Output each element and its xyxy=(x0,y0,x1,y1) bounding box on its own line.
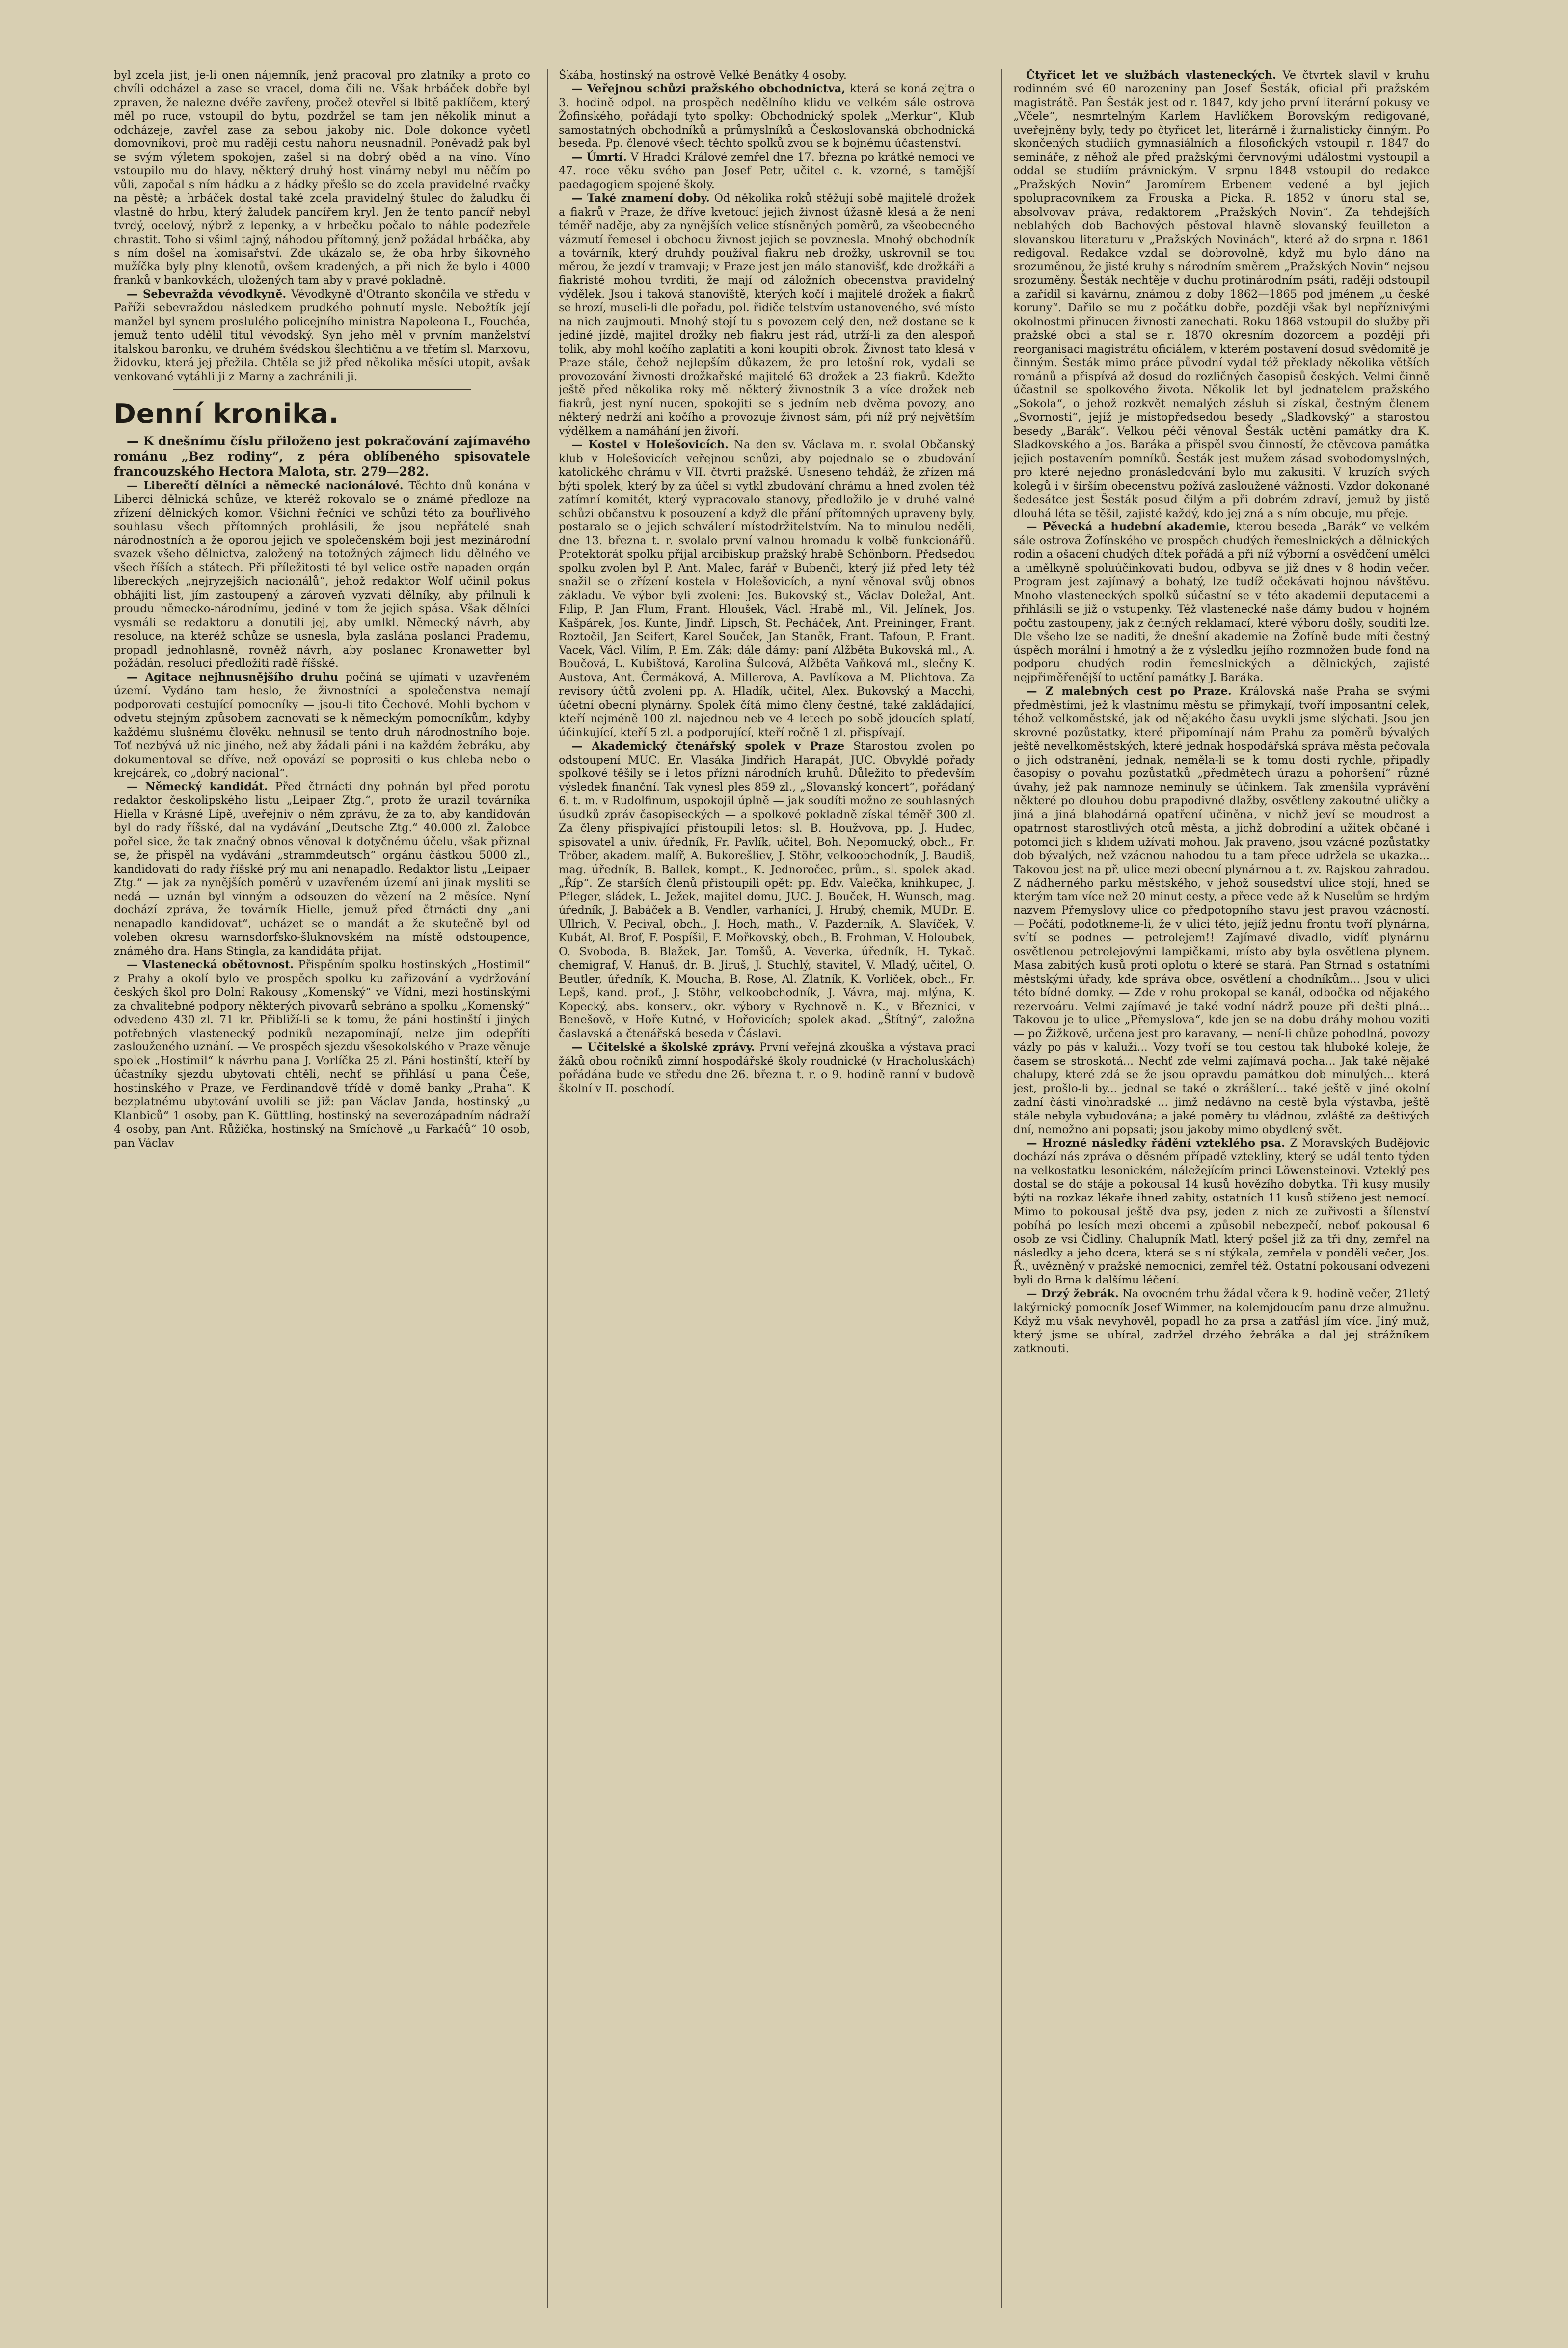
column-3 xyxy=(1013,69,1430,2308)
article-body: Starostou zvolen po odstoupení MUC. Er. Vlasáka Jindřich Harapát, JUC. Obvyklé pořady spolkové těšily se i letos přízni národních kruhů. Důležito to především výsledek finanční. Tak vynesl ples 859 zl., „Slovanský koncert“, pořádaný 6. t. m. v Rudolfinum, uspokojil úplně — jak soudíti možno ze souhlasných úsudků zpráv časopiseckých — a spolkové pokladně získal téměř 300 zl. Za členy přispívající přistoupili letos: sl. B. Houžvova, pp. J. Hudec, spisovatel a univ. úředník, Fr. Pavlík, učitel, Boh. Nepomucký, obch., Fr. Tröber, akadem. malíř, A. Bukorešliev, J. Stöhr, velkoobchodník, J. Baudiš, mag. úředník, B. Ballek, kompt., K. Jednoročec, prům., sl. spolek akad. „Říp“. Ze starších členů přistoupili opět: pp. Edv. Valečka, knihkupec, J. Pfleger, sládek, L. Ježek, majitel domu, JUC. J. Bouček, H. Wunsch, mag. úředník, J. Babáček a B. Vendler, varhaníci, J. Hrubý, chemik, MUDr. E. Ullrich, V. Pecival, obch., J. Hoch, math., V. Pazderník, A. Slavíček, V. Kubát, Al. Brof, F. Pospíšil, F. Mořkovský, obch., B. Frohman, V. Holoubek, O. Svoboda, B. Blažek, Jar. Tomšů, A. Veverka, úředník, H. Tykač, chemigraf, V. Hanuš, dr. B. Jiruš, J. Stuchlý, stavitel, V. Mladý, učitel, O. Beutler, úředník, K. Moucha, B. Rose, Al. Zlatník, K. Vorlíček, obch., Fr. Lepš, kand. prof., J. Stöhr, velkoobchodník, J. Vávra, maj. mlýna, K. Kopecký, abs. konserv., okr. výbory v Rychnově n. K., v Březnici, v Benešově, v Hoře Kutné, v Hořovicích; spolek akad. „Štítný“, založna časlavská a čtenářská beseda v Čáslavi. xyxy=(559,739,975,1040)
column-rule xyxy=(1001,69,1002,2308)
article-holesovice-church xyxy=(559,438,975,740)
article-body: Na den sv. Václava m. r. svolal Občanský klub v Holešovicích veřejnou schůzi, aby pojednalo se o zbudování katolického chrámu v VII. čtvrti pražské. Usneseno tehdáž, že zřízen má býti spolek, který by za účel si vytkl zbudování chrámu a hned zvolen též zatímní komitét, který vypracovalo stanovy, předložilo je v druhé valné schůzi občanstvu k posouzení a když dle přání přítomných upraveny byly, postaralo se o jejich schválení místodržitelstvím. Na to minulou neděli, dne 13. března t. r. svolalo první valnou hromadu k volbě funkcionářů. Protektorát spolku přijal arcibiskup pražský hrabě Schönborn. Předsedou spolku zvolen byl P. Ant. Malec, farář v Bubenči, který již před lety též snažil se o zřízení kostela v Holešovicích, a nyní věnoval svůj obnos základu. Ve výbor byli zvoleni: Jos. Bukovský st., Václav Doležal, Ant. Filip, P. Jan Flum, Frant. Hloušek, Václ. Hrabě ml., Vil. Jelínek, Jos. Kašpárek, Jos. Kunte, Jindř. Lipsch, St. Pecháček, Ant. Preininger, Frant. Roztočil, Jan Seifert, Karel Souček, Jan Staněk, Frant. Tafoun, P. Frant. Vacek, Václ. Vilím, P. Em. Zák; dále dámy: paní Alžběta Bukovská ml., A. Boučová, L. Kubištová, Karolina Šulcová, Alžběta Vaňková ml., slečny K. Austova, Ant. Čermáková, A. Millerova, A. Pavlíkova a M. Plichtova. Za revisory účtů zvoleni pp. A. Hladík, učitel, Alex. Bukovský a Macchi, účetní obecní plynárny. Spolek čítá mimo členy čestné, také zakládající, kteří nejméně 100 zl. najednou neb ve 4 letech po sobě jdoucích splatí, účinkující, kteří 5 zl. a podporující, kteří ročně 1 zl. přispívají. xyxy=(559,438,975,739)
article-patriotic-sacrifice xyxy=(114,958,530,1150)
article-liberec-workers xyxy=(114,479,530,671)
column-1 xyxy=(114,69,530,2308)
article-sign-of-times xyxy=(559,192,975,438)
page-body xyxy=(114,69,1430,2327)
article-rabid-dog xyxy=(1013,1137,1430,1287)
article-headline: — Liberečtí dělníci a německé nacionálové. xyxy=(127,479,404,492)
continued-article: byl zcela jist, je-li onen nájemník, jenž pracoval pro zlatníky a proto co chvíli odcházel a zase se vracel, doma čili ne. Však hrbáček dobře byl zpraven, že nalezne dvéře zavřeny, pročež otevřel si lbitě paklíčem, který měl po ruce, vstoupil do bytu, pozdržel se tam jen několik minut a odcházeje, zavřel zase za sebou jakoby nic. Dole dokonce vyčetl domovníkovi, proč mu raději cestu nahoru neusnadnil. Poněvadž pak byl se svým výletem spokojen, zašel si na dobrý oběd a na víno. Víno vstoupilo mu do hlavy, některý druhý host vinárny nebyl mu něčím po vůli, započal s ním hádku a z hádky přešlo se do zcela pravidelné rvačky na pěstě; a hrbáček dostal také zcela pravidelný štulec do žaludku či vlastně do hrbu, který žaludek pancířem kryl. Jen že tento pancíř nebyl tvrdý, ocelový, nýbrž z lepenky, a v hrbečku počalo to náhle podezřele chrastit. Toho si všiml tajný, náhodou přítomný, jenž požádal hrbáčka, aby s ním došel na komisařství. Zde ukázalo se, že oba hrby šikovného mužíčka byly plny klenotů, ovšem kradených, a při nich že bylo i 4000 franků v bankovkách, uložených tam aby v pravé pokladně. xyxy=(114,69,530,287)
article-academic-reading-club xyxy=(559,740,975,1041)
article-body: Před čtrnácti dny pohnán byl před porotu redaktor českolipského listu „Leipaer Ztg.“, proto že urazil továrníka Hiella v Krásné Lípě, uveřejniv o něm zprávu, že za to, aby kandidován byl do rady říšské, dal na vydávání „Deutsche Ztg.“ 40.000 zl. Žalobce pořel sice, že tak značný obnos věnoval k dotyčnému účelu, však přiznal se, že přispěl na vydávání „strammdeutsch“ orgánu částkou 5000 zl., kandidovati do rady říšské prý mu ani nenapadlo. Redaktor listu „Leipaer Ztg.“ — jak za nynějších poměrů v uzavřeném území ani jinak mysliti se nedá — uznán byl vinným a odsouzen do vězení na 2 měsíce. Nyní dochází zpráva, že továrník Hielle, jemuž před čtrnácti dny „ani nenapadlo kandidovat“, ucházet se o mandát a že skutečně byl od voleben okresu warnsdorfsko-šluknovském na místě odstoupence, známého dra. Hans Stingla, za kandidáta přijat. xyxy=(114,780,530,958)
article-body: kterou beseda „Barák“ ve velkém sále ostrova Žofínského ve prospěch chudých řemeslnických a dělnických rodin a ošacení chudých dítek pořádá a při níž výborní a osvědčení umělci a umělkyně spoluúčinkovati budou, odbyva se již dnes v 8 hodin večer. Program jest zajímavý a bohatý, lze tudíž očekávati hojnou návštěvu. Mnoho vlasteneckých spolků súčastní se v této akademii deputacemi a přihlásili se již o vstupenky. Též vlastenecké naše dámy budou v hojném počtu zastoupeny, jak z četných reklamací, které výboru došly, souditi lze. Dle všeho lze se naditi, že dnešní akademie na Žofíně bude míti čestný úspěch morální i hmotný a že z výsledku jejího rozmnožen bude fond na podporu chudých rodin řemeslnických a dělnických, zajisté nejpřiměřenější to uctění památky J. Baráka. xyxy=(1013,520,1430,684)
article-headline: — Vlastenecká obětovnost. xyxy=(127,958,294,972)
article-headline: — Hrozné následky řádění vzteklého psa. xyxy=(1026,1137,1285,1150)
article-headline: — Agitace nejhnusnějšího druhu xyxy=(127,671,339,684)
article-body: Těchto dnů konána v Liberci dělnická schůze, ve kteréž rokovalo se o známé předloze na zřízení dělnických komor. Všichni řečníci ve schůzi této za bouřlivého souhlasu všech přítomných prohlásili, že jsou nepřátelé snah národnostních a že oporou jejich ve společenském boji jest mezinárodní svazek všeho dělnictva, založený na totožných zájmech lidu dělného ve všech říších a státech. Při příležitosti té byl velice ostře napaden orgán libereckých „nejryzejších nacionálů“, jehož redaktor Wolf učinil pokus obhájiti list, jím zastoupený a zároveň vyzvati dělníky, aby přilnuli k proudu německo-národnímu, jediné v tom že jejich spása. Však dělníci vysmáli se redaktoru a donutili jej, aby umlkl. Německý návrh, aby resoluce, na kteréž schůze se usnesla, byla zaslána poslanci Prademu, propadl jednohlasně, rovněž návrh, aby poslanec Kronawetter byl požádán, resoluci předložiti radě říšské. xyxy=(114,479,530,670)
article-school-news xyxy=(559,1041,975,1096)
article-suicide-duchess xyxy=(114,288,530,383)
article-german-candidate xyxy=(114,780,530,958)
column-2 xyxy=(559,69,975,2308)
article-agitation xyxy=(114,671,530,780)
article-forty-years xyxy=(1013,69,1430,520)
article-headline: Čtyřicet let ve službách vlasteneckých. xyxy=(1026,69,1276,82)
article-body: počíná se ujímati v uzavřeném území. Vydáno tam heslo, že živnostníci a společenstva nemají podporovati cestující pomocníky — jsou-li tito Čechové. Mohli bychom v odvetu stejným způsobem zacnovati se k německým pomocníkům, kdyby každému slušnému člověku nehnusil se tento druh národnostního boje. Toť nezbývá už nic jiného, než aby žádali páni i na každém žebráku, aby dokumentoval se dříve, než opovází se poprositi o kus chleba nebo o krejcárek, co „dobrý nacional“. xyxy=(114,671,530,780)
article-body: Vévodkyně d'Otranto skončila ve středu v Paříži sebevraždou následkem prudkého pohnutí mysle. Nebožtík její manžel byl synem proslulého policejního ministra Napoleona I., Fouchéa, jemuž tento udělil titul vévodský. Syn jeho měl v prvním manželství italskou baronku, ve druhém švédskou šlechtičnu a ve třetím sl. Marxovu, židovku, která jej přežila. Chtěla se již před několika měsíci utopit, avšak venkované vytáhli ji z Marny a zachránili ji. xyxy=(114,288,530,383)
article-headline: — Drzý žebrák. xyxy=(1026,1287,1119,1301)
article-headline: — Akademický čtenářský spolek v Praze xyxy=(571,739,845,753)
article-headline: — Učitelské a školské zprávy. xyxy=(571,1041,755,1054)
article-body: která se koná zejtra o 3. hodině odpol. na prospěch nedělního klidu ve velkém sále ostrova Žofinského, pořádají tyto spolky: Obchodnický spolek „Merkur“, Klub samostatných obchodníků a průmyslníků a Českoslovanská obchodnická beseda. Pp. členové všech těchto spolků zvou se k bojnému účastenství. xyxy=(559,82,975,150)
article-obituary xyxy=(559,151,975,192)
divider xyxy=(173,389,471,390)
article-body: Od několika roků stěžují sobě majitelé drožek a fiakrů v Praze, že dříve kvetoucí jejich živnost úžasně klesá a že není téměř naděje, aby za nynějších velice stísněných poměrů, za všeobecného vázmutí řemesel i obchodu živnost jejich se povznesla. Mnohý obchodník a továrník, který druhdy používal fiakru neb drožky, uskrovnil se tou měrou, že jezdí v tramvaji; v Praze jest jen málo stanovišť, kde drožkáři a fiakristé mohou tvrditi, že mají od záložních obecenstva pravidelný výdělek. Jsou i taková stanoviště, kterých kočí i majitelé drožek a fiakrů se hrozí, museli-li dle pořadu, pol. řidiče telstvím ustanoveného, své místo na nich zaujmouti. Mnohý stojí tu s povozem celý den, než dostane se k jediné jízdě, majitel drožky neb fiakru jest rád, utrží-li za den alespoň tolik, aby mohl kočího zaplatiti a koni koupiti obrok. Živnost tato klesá v Praze stále, čehož nejlepším důkazem, že pro letošní rok, vydali se provozování živnosti drožkařské majitelé 63 drožek a 23 fiakrů. Kdežto ještě před několika roky měl některý živnostník 3 a více drožek neb fiakrů, jest nyní nucen, spokojiti se s jedním neb dvěma povozy, ano některý nedrží ani kočího a provozuje živnost sám, při níž prý největším výdělkem a namáhání jen živoří. xyxy=(559,192,975,438)
article-headline: — Z malebných cest po Praze. xyxy=(1026,685,1232,698)
article-body: V Hradci Králové zemřel dne 17. března po krátké nemoci ve 47. roce věku svého pan Josef Petr, učitel c. k. vzorné, s tamější paedagogiem spojené školy. xyxy=(559,151,975,191)
supplement-notice: — K dnešnímu číslu přiloženo jest pokračování zajímavého románu „Bez rodiny“, z péra oblíbeného spisovatele francouzského Hectora Malota, str. 279—282. xyxy=(114,434,530,479)
article-body: Z Moravských Budějovic dochází nás zpráva o děsném případě vztekliny, který se udál tento týden na velkostatku lesonickém, náležejícím princi Löwensteinovi. Vzteklý pes dostal se do stáje a pokousal 14 kusů hovězího dobytka. Tři kusy musily býti na rozkaz lékaře ihned zabity, ostatních 11 kusů stíženo jest nemocí. Mimo to pokousal ještě dva psy, jeden z nich ze zuřivosti a šílenství pobíhá po lesích mezi obcemi a způsobil nebezpečí, neboť pokousal 6 osob ze vsi Čidliny. Chalupník Matl, který pošel již za tři dny, zemřel na následky a jeho dcera, která se s ní stýkala, zemřela v pondělí večer, Jos. Ř., uvězněný v pražské nemocnici, zemřel též. Ostatní pokousaní odvezeni byli do Brna k dalšímu léčení. xyxy=(1013,1137,1430,1287)
article-insolent-beggar xyxy=(1013,1287,1430,1356)
article-headline: — Sebevražda vévodkyně. xyxy=(127,288,287,301)
article-headline: — Pěvecká a hudební akademie, xyxy=(1026,520,1231,534)
article-body: Ve čtvrtek slavil v kruhu rodinném své 60 narozeniny pan Josef Šesták, oficial při pražském magistrátě. Pan Šesták jest od r. 1847, kdy jeho první literární pokusy ve „Včele“, nesmrtelným Karlem Havlíčkem Borovským redigované, uveřejněny byly, tedy po čtyřicet let, literárně i žurnalisticky činným. Po skončených studiích gymnasiálních a filosofických vstoupil r. 1847 do semináře, z něhož ale před pražskými červnovými událostmi vystoupil a oddal se studiím právnickým. V srpnu 1848 vstoupil do redakce „Pražských Novin“ Jaromírem Erbenem vedené a byl jejich spolupracovníkem za Frouska a Picka. R. 1852 v únoru stal se, absolvovav práva, redaktorem „Pražských Novin“. Za tehdejších neblahých dob Bachových pěstoval hlavně slovanský feuilleton a slovanskou literaturu v „Pražských Novinách“, které až do srpna r. 1861 redigoval. Redakce vzdal se dobrovolně, když mu bylo dáno na srozuměnou, že jisté kruhy s národním směrem „Pražských Novin“ nejsou srozuměny. Šesták nechtěje v duchu protinárodním psáti, raději odstoupil a zařídil si kavárnu, známou z doby 1862—1865 pod jménem „u české koruny“. Dařilo se mu z počátku dobře, později však byl nepříznivými okolnostmi přinucen živnosti zanechati. Roku 1868 vstoupil do služby při pražské obci a stal se r. 1870 okresním dozorcem a později při reorganisaci magistrátu oficiálem, v kterém postavení dosud svědomitě je činným. Šesták mimo práce původní vydal též překlady několika větších románů a přispívá až dosud do rozličných časopisů českých. Velmi činně účastnil se spolkového života. Několik let byl jednatelem pražského „Sokola“, o jehož rozkvět nemalých zásluh si získal, čestným členem „Svornosti“, jejíž je místopředsedou besedy „Sladkovský“ a starostou besedy „Barák“. Velkou péči věnoval Šesták uctění památky dra K. Sladkovského a Jos. Baráka a přispěl svou činností, že ctěvcova památka jejich postavením pomníků. Šesták jest mužem zásad svobodomyslných, pro které nejedno pronásledování bylo mu zakusiti. V kruzích svých kolegů i v širším obecenstvu požívá zasloužené vážnosti. Vzdor dokonané šedesátce jest Šesták posud čilým a při dobrém zdraví, jemuž by jistě dlouhá léta se těšil, zajisté každý, kdo jej zná a s ním obcuje, mu přeje. xyxy=(1013,69,1430,520)
article-body: Královská naše Praha se svými předměstími, jež k vlastnímu městu se přimykají, tvoří imposantní celek, téhož velkoměstské, jak od nějakého času uvykli jsme slýchati. Jsou jen skrovné pozůstatky, které připomínají nám Prahu za poměrů bývalých ještě nevelkoměstských, které jednak hospodářská správa města pečovala o jich odstranění, jednak, neměla-li se k tomu dosti rychle, připadly časopisy o povahu pozůstatků „předmětech úrazu a pohoršení“ různé úvahy, jež pak namnoze neminuly se účinkem. Tak zmenšila vyprávění některé po dlouhou dobu prapodivné dlažby, osvětleny zakoutné uličky a jiná a jiná blahodárná opatření učiněna, v nichž jeví se moudrost a opatrnost starostlivých otců města, a jichž dobrodiní a užitek občané i potomci jich s klidem užívati mohou. Jak praveno, jsou vzácné pozůstatky dob bývalých, než vzácnou nahodou tu a tam přece udržela se ukazka... Takovou jest na př. ulice mezi obecní plynárnou a t. zv. Rajskou zahradou. Z nádherného parku městského, v jehož sousedství ulice stojí, hned se kterým tam více než 20 minut cesty, a přece vede až k Nuselům se hrdým nazvem Přemyslovy ulice co předpotopního stavu jest pravou vzácností. — Počátí, podotkneme-li, že v ulici této, jejíž jednu frontu tvoří plynárna, svítí se podnes — petrolejem!! Zajímavé divadlo, vidíť plynárnu osvětlenou petrolejovými lampičkami, místo aby byla osvětlena plynem. Masa zabitých kusů proti oplotu o které se stará. Pan Strnad s ostatními městskými úřady, kde správa obce, osvětlení a chodníkům... Jsou v ulici této bídné domky. — Zde v rohu prokopal se kanál, odbočka od nějakého rezervoáru. Velmi zajímavé je také vodní nádrž pouze při dešti plná... Takovou je to ulice „Přemyslova“, kde jen se na dobu dráhy mohou voziti — po Žižkově, určena jest pro karavany, — není-li chůze pohodlná, povozy vázly po pás v kaluži... Vozy tvoří se tou cestou tak hluboké koleje, že časem se stroskotá... Nechť zde velmi zajímavá pocha... Jak také nějaké chalupy, které zdá se že jsou opravdu památkou dob minulých... která jest, prošlo-li by... jednal se také o zkrášlení... také ještě v jiné okolní zadní části vinohradské ... jimž nedávno na cestě byla výstavba, ještě stále nebyla vybudována; a jaké poměry tu vládnou, zvláště za deštivých dní, nemožno ani popsati; jsou jakoby mimo obydlený svět. xyxy=(1013,685,1430,1136)
article-body: Na ovocném trhu žádal včera k 9. hodině večer, 21letý lakýrnický pomocník Josef Wimmer, na kolemjdoucím panu drze almužnu. Když mu však nevyhověl, popadl ho za prsa a zatřásl jím více. Jiný muž, který jsme se ubíral, zadržel drzého žebráka a dal jej strážníkem zatknouti. xyxy=(1013,1287,1430,1355)
section-title: Denní kronika. xyxy=(114,398,340,430)
column-rule xyxy=(547,69,548,2308)
article-merchants-meeting xyxy=(559,82,975,151)
article-headline: — Kostel v Holešovicích. xyxy=(571,438,729,452)
article-music-academy xyxy=(1013,520,1430,685)
article-headline: — Také znamení doby. xyxy=(571,192,710,205)
article-headline: — Úmrtí. xyxy=(571,151,627,164)
article-headline: — Německý kandidát. xyxy=(127,780,268,793)
article-prague-paths xyxy=(1013,685,1430,1137)
continued-article: Škába, hostinský na ostrově Velké Benátky 4 osoby. xyxy=(559,69,847,82)
article-body: Přispěním spolku hostinských „Hostimil“ z Prahy a okolí bylo ve prospěch spolku ku zařizování a vydržování českých škol pro Dolní Rakousy „Komenský“ ve Vídni, mezi hostinskými za chvalitebné podpory některých pivovarů sebráno a spolku „Komenský“ odvedeno 430 zl. 71 kr. Přibliží-li se k tomu, že páni hostinští i jiných potřebných vlastenecký podniků nezapomínají, nelze jim odepříti zaslouženého uznání. — Ve prospěch sjezdu všesokolského v Praze věnuje spolek „Hostimil“ k návrhu pana J. Vorlíčka 25 zl. Páni hostinští, kteří by účastníky sjezdu ubytovati chtěli, nechť se přihlásí u pana Češe, hostinského v Praze, ve Ferdinandově třídě v domě banky „Praha“. K bezplatnému ubytování uvolili se již: pan Václav Janda, hostinský „u Klanbiců“ 1 osoby, pan K. Güttling, hostinský na severozápadním nádraží 4 osoby, pan Ant. Růžička, hostinský na Smíchově „u Farkačů“ 10 osob, pan Václav xyxy=(114,958,530,1149)
article-body: První veřejná zkouška a výstava prací žáků obou ročníků zimní hospodářské školy roudnické (v Hracholuskách) pořádána bude ve středu dne 26. března t. r. o 9. hodině ranní v budově školní v II. poschodí. xyxy=(559,1041,975,1095)
article-headline: — Veřejnou schůzi pražského obchodnictva, xyxy=(571,82,846,95)
